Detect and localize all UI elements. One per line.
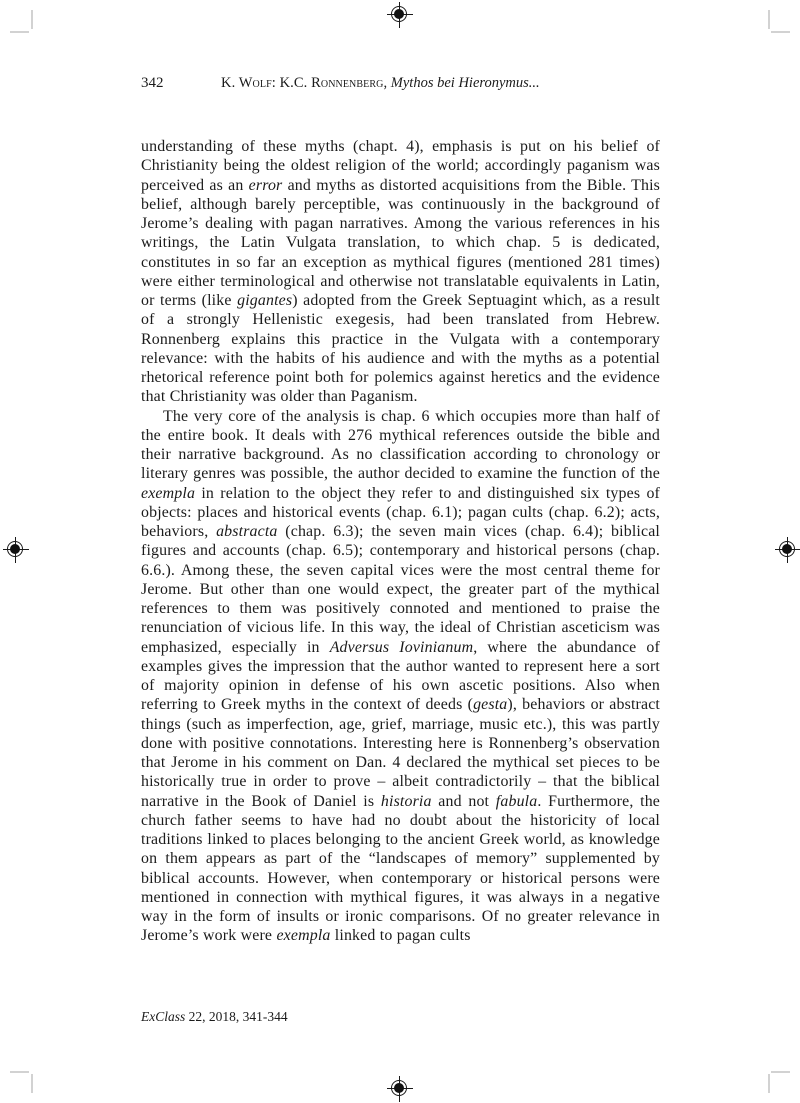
body-text-run: ), behaviors or abstract things (such as imperfection, age, grief, marriage, music etc.), this was partly done with positive connotations. Interesting here is Ronnenberg’s observation that Jerome in his comment on Dan. 4 declared the mythical set pieces to be historically true in order to prove – albeit contradictorily – that the biblical narrative in the Book of Daniel is (141, 696, 660, 810)
crop-mark-top-left-horizontal (10, 31, 29, 33)
italic-term: exempla (141, 484, 196, 502)
footer-volume-year-pages: 22, 2018, 341-344 (185, 1009, 288, 1024)
crop-mark-top-right-vertical (768, 10, 770, 29)
body-text-column (141, 137, 660, 946)
body-text-run: and myths as distorted acquisitions from the Bible. This belief, although barely perceptible, was continuously in the background of Jerome’s dealing with pagan narratives. Among the various references in his writings, the Latin Vulgata translation, to which chap. 5 is dedicated, constitutes in so far an exception as mythical figures (mentioned 281 times) were either terminological and otherwise not translatable equivalents in Latin, or terms (like (141, 176, 660, 309)
crop-mark-top-left-vertical (31, 10, 33, 29)
registration-mark-left-icon (3, 537, 29, 563)
italic-term: exempla (276, 927, 331, 945)
running-head-book-title: Mythos bei Hieronymus... (390, 75, 540, 91)
body-paragraph (141, 137, 660, 407)
italic-term: Adversus Iovinianum (329, 638, 474, 656)
running-head-authors: K. Wolf: K.C. Ronnenberg, (221, 75, 388, 91)
crop-mark-bottom-right-vertical (768, 1074, 770, 1093)
registration-mark-top-icon (387, 2, 413, 28)
crop-mark-bottom-left-horizontal (10, 1071, 29, 1073)
italic-term: abstracta (216, 523, 278, 540)
italic-term: gigantes (237, 292, 293, 309)
body-text-run: , where the abundance of examples gives the impression that the author wanted to represent here a sort of majority opinion in defense of his own ascetic positions. Also when referring to Greek myths in the context of deeds ( (141, 638, 660, 714)
registration-mark-bottom-icon (387, 1076, 413, 1102)
footer-citation (141, 1008, 288, 1025)
body-text-run: . Furthermore, the church father seems to have had no doubt about the historicity of local traditions linked to places belonging to the ancient Greek world, as knowledge on them appears as part of the “landscapes of memory” supplemented by biblical accounts. However, when contemporary or historical persons were mentioned in connection with mythical figures, it was always in a negative way in the form of insults or ironic comparisons. Of no greater relevance in Jerome’s work were (141, 792, 661, 945)
body-text-run: (chap. 6.3); the seven main vices (chap. 6.4); biblical figures and accounts (chap. 6.5); contemporary and historical persons (chap. 6.6.). Among these, the seven capital vices were the most central theme for Jerome. But other than one would expect, the greater part of the mythical references to them was positively connoted and mentioned to praise the renunciation of vicious life. In this way, the ideal of Christian asceticism was emphasized, especially in (141, 523, 660, 656)
registration-mark-right-icon (775, 537, 800, 563)
body-text-run: linked to pagan cults (330, 927, 471, 945)
crop-mark-top-right-horizontal (771, 31, 790, 33)
body-text-run: and not (431, 792, 496, 810)
body-text-run: in relation to the object they refer to and distinguished six types of objects: places and historical events (chap. 6.1); pagan cults (chap. 6.2); acts, behaviors, (141, 484, 660, 540)
running-head (141, 74, 659, 92)
body-paragraph (141, 407, 660, 946)
body-text-run: The very core of the analysis is chap. 6 which occupies more than half of the entire book. It deals with 276 mythical references outside the bible and their narrative background. As no classification according to chronology or literary genres was possible, the author decided to examine the function of the (141, 407, 660, 483)
italic-term: gesta (473, 696, 508, 714)
crop-mark-bottom-left-vertical (31, 1074, 33, 1093)
footer-journal-name: ExClass (141, 1009, 186, 1024)
crop-mark-bottom-right-horizontal (771, 1071, 790, 1073)
italic-term: error (248, 176, 283, 194)
page-number: 342 (141, 75, 164, 91)
body-text-run: understanding of these myths (chapt. 4), emphasis is put on his belief of Christianity being the oldest religion of the world; accordingly paganism was perceived as an (141, 138, 660, 194)
italic-term: fabula (495, 792, 538, 810)
body-text-run: ) adopted from the Greek Septuagint which, as a result of a strongly Hellenistic exegesis, had been translated from Hebrew. Ronnenberg explains this practice in the Vulgata with a contemporary relevance: with the habits of his audience and with the myths as a potential rhetorical reference point both for polemics against heretics and the evidence that Christianity was older than Paganism. (141, 292, 660, 406)
italic-term: historia (380, 792, 432, 810)
